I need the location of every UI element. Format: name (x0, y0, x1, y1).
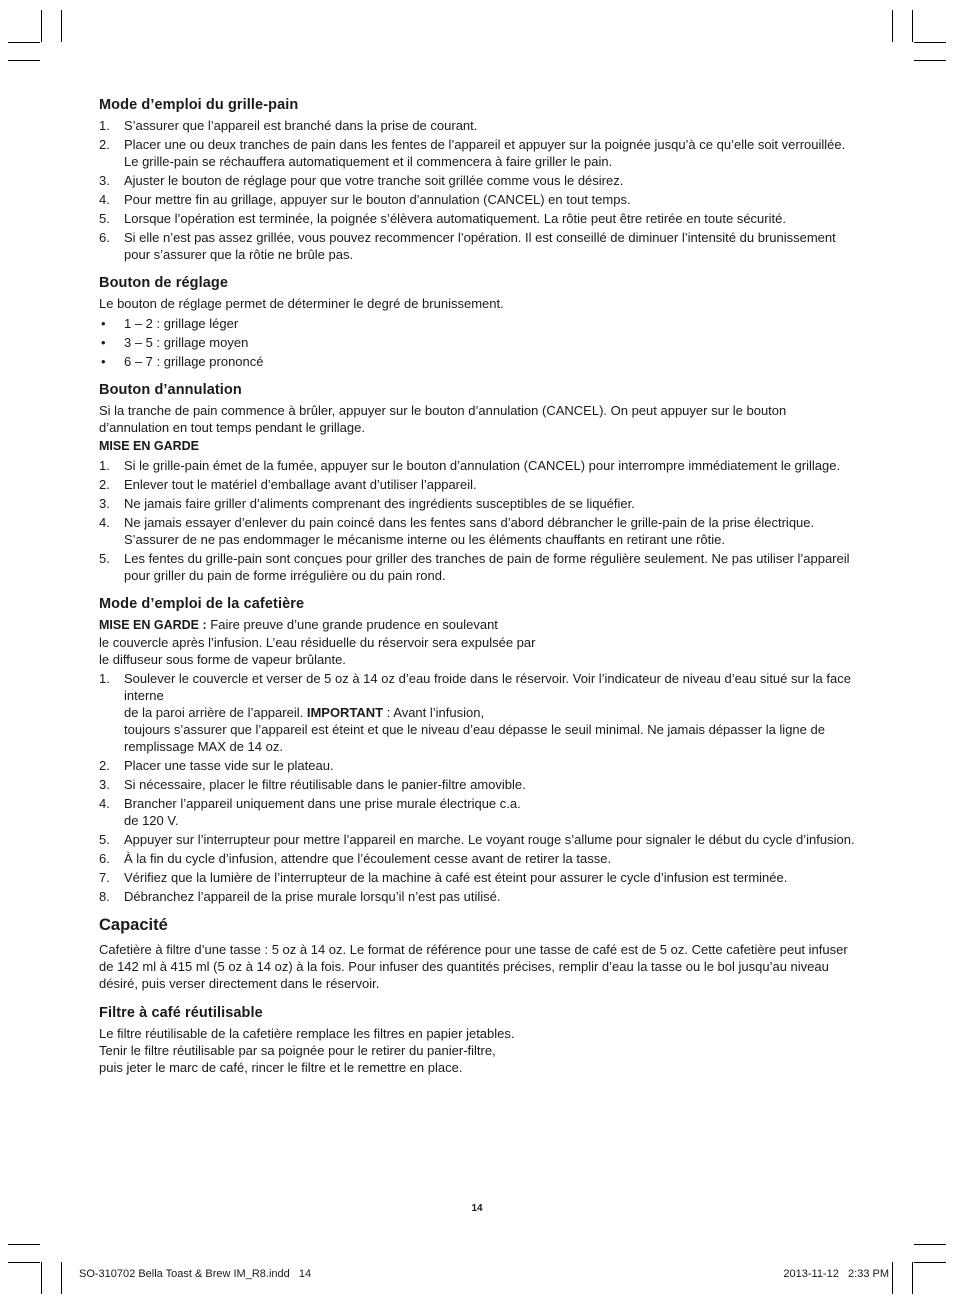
list-number: 1. (99, 671, 110, 686)
cancel-button-intro: Si la tranche de pain commence à brûler, appuyer sur le bouton d’annulation (CANCEL). On peut appuyer sur le bouton d’annulation en tout temps pendant le grillage. (99, 403, 787, 435)
list-item-text: Placer une ou deux tranches de pain dans les fentes de l’appareil et appuyer sur la poignée jusqu’à ce qu’elle soit verrouillée. Le grille-pain se réchauffera automatiquement et il commencera à faire griller le pain. (124, 137, 846, 169)
section-title-capacity: Capacité (99, 916, 168, 934)
section-title-coffee-use: Mode d’emploi de la cafetière (99, 596, 305, 612)
list-item-text: Placer une tasse vide sur le plateau. (124, 758, 334, 773)
list-item (99, 888, 857, 905)
list-number: 5. (99, 551, 110, 566)
list-number: 5. (99, 832, 110, 847)
list-item-text: Si nécessaire, placer le filtre réutilisable dans le panier-filtre amovible. (124, 777, 526, 792)
list-item-text: de la paroi arrière de l’appareil. (124, 705, 307, 720)
list-item (99, 457, 857, 474)
filter-line: Tenir le filtre réutilisable par sa poignée pour le retirer du panier-filtre, (99, 1043, 496, 1058)
list-item (99, 334, 857, 351)
list-item-text: toujours s’assurer que l’appareil est éteint et que le niveau d’eau dépasse le seuil minimal. Ne jamais dépasser la ligne de remplissage MAX de 14 oz. (124, 722, 825, 754)
list-item (99, 476, 857, 493)
page-content (99, 96, 857, 1078)
coffee-warning (99, 616, 857, 668)
list-item (99, 191, 857, 208)
list-item-text: Si le grille-pain émet de la fumée, appuyer sur le bouton d’annulation (CANCEL) pour interrompre immédiatement le grillage. (124, 458, 841, 473)
list-item (99, 869, 857, 886)
list-item (99, 757, 857, 774)
list-item-text: 1 – 2 : grillage léger (124, 316, 239, 331)
list-item (99, 831, 857, 848)
list-number: 3. (99, 496, 110, 511)
list-item-text: Ne jamais essayer d’enlever du pain coincé dans les fentes sans d’abord débrancher le grille-pain de la prise électrique. S’assurer de ne pas endommager le mécanisme interne ou les éléments chauffants en retirant une rôtie. (124, 515, 815, 547)
list-item (99, 776, 857, 793)
warning-label: MISE EN GARDE : (99, 618, 207, 632)
list-item (99, 315, 857, 332)
warning-label: MISE EN GARDE (99, 439, 200, 453)
list-item (99, 353, 857, 370)
warning-text: le couvercle après l’infusion. L’eau résiduelle du réservoir sera expulsée par (99, 635, 536, 650)
section-title-adjust-knob: Bouton de réglage (99, 275, 228, 291)
crop-mark (41, 10, 42, 42)
list-item (99, 670, 857, 755)
list-item (99, 136, 857, 170)
list-item-text: Les fentes du grille-pain sont conçues pour griller des tranches de pain de forme régulière seulement. Ne pas utiliser l’appareil pour griller du pain de forme irrégulière ou du pain rond. (124, 551, 850, 583)
list-item-text: Ajuster le bouton de réglage pour que votre tranche soit grillée comme vous le désirez. (124, 173, 624, 188)
list-item-text: Vérifiez que la lumière de l’interrupteur de la machine à café est éteint pour assurer le cycle d’infusion est terminée. (124, 870, 788, 885)
list-item-text: de 120 V. (124, 813, 179, 828)
list-item (99, 117, 857, 134)
list-item-text: Ne jamais faire griller d’aliments comprenant des ingrédients susceptibles de se liquéfier. (124, 496, 635, 511)
filter-line: puis jeter le marc de café, rincer le filtre et le remettre en place. (99, 1060, 463, 1075)
footer-timestamp: 2013-11-12 2:33 PM (783, 1268, 889, 1280)
crop-mark (914, 1262, 946, 1263)
crop-mark (914, 42, 946, 43)
crop-mark (892, 1262, 893, 1294)
crop-mark (8, 1262, 40, 1263)
bullet-mark: • (101, 316, 106, 331)
list-item (99, 210, 857, 227)
list-number: 2. (99, 477, 110, 492)
browning-levels-list (99, 315, 857, 370)
list-item (99, 550, 857, 584)
section-title-cancel-button: Bouton d’annulation (99, 382, 242, 398)
filter-text (99, 1025, 857, 1076)
list-item-text: Débranchez l’appareil de la prise murale lorsqu’il n’est pas utilisé. (124, 889, 501, 904)
warning-text: le diffuseur sous forme de vapeur brûlante. (99, 652, 346, 667)
crop-mark (912, 10, 913, 42)
list-item (99, 795, 857, 829)
filter-line: Le filtre réutilisable de la cafetière remplace les filtres en papier jetables. (99, 1026, 515, 1041)
capacity-text: Cafetière à filtre d’une tasse : 5 oz à 14 oz. Le format de référence pour une tasse de café est de 5 oz. Cette cafetière peut infuser de 142 ml à 415 ml (5 oz à 14 oz) à la fois. Pour infuser des quantités précises, remplir d’eau la tasse ou le bol jusqu’au niveau désiré, puis verser directement dans le réservoir. (99, 942, 848, 991)
list-item-text: Lorsque l’opération est terminée, la poignée s’élèvera automatiquement. La rôtie peut être retirée en toute sécurité. (124, 211, 786, 226)
footer-file-name: SO-310702 Bella Toast & Brew IM_R8.indd 14 (79, 1268, 312, 1280)
list-item-text: Si elle n’est pas assez grillée, vous pouvez recommencer l’opération. Il est conseillé de diminuer l’intensité du brunissement pour s’assurer que la rôtie ne brûle pas. (124, 230, 836, 262)
crop-mark (61, 10, 62, 42)
crop-mark (8, 1244, 40, 1245)
crop-mark (892, 10, 893, 42)
crop-mark (912, 1262, 913, 1294)
adjust-knob-intro: Le bouton de réglage permet de déterminer le degré de brunissement. (99, 296, 504, 311)
list-item-text: Brancher l’appareil uniquement dans une prise murale électrique c.a. (124, 796, 521, 811)
crop-mark (41, 1262, 42, 1294)
list-item (99, 229, 857, 263)
list-number: 2. (99, 137, 110, 152)
list-number: 4. (99, 515, 110, 530)
list-number: 6. (99, 851, 110, 866)
section-title-toaster-use: Mode d’emploi du grille-pain (99, 97, 299, 113)
list-number: 3. (99, 173, 110, 188)
list-item-text: Appuyer sur l’interrupteur pour mettre l’appareil en marche. Le voyant rouge s’allume pour signaler le début du cycle d’infusion. (124, 832, 855, 847)
list-item-text: 3 – 5 : grillage moyen (124, 335, 249, 350)
list-item (99, 850, 857, 867)
list-number: 8. (99, 889, 110, 904)
list-item-text: S’assurer que l’appareil est branché dans la prise de courant. (124, 118, 478, 133)
list-item (99, 514, 857, 548)
crop-mark (8, 60, 40, 61)
list-number: 1. (99, 458, 110, 473)
coffee-use-list (99, 670, 857, 905)
list-number: 5. (99, 211, 110, 226)
bullet-mark: • (101, 335, 106, 350)
list-item-text: Enlever tout le matériel d’emballage avant d’utiliser l’appareil. (124, 477, 477, 492)
bullet-mark: • (101, 354, 106, 369)
list-item-text: : Avant l’infusion, (383, 705, 485, 720)
important-label: IMPORTANT (306, 705, 384, 720)
list-number: 2. (99, 758, 110, 773)
list-number: 7. (99, 870, 110, 885)
warning-text: Faire preuve d’une grande prudence en soulevant (206, 617, 498, 632)
crop-mark (914, 1244, 946, 1245)
list-item (99, 495, 857, 512)
toaster-use-list (99, 117, 857, 263)
list-item-text: 6 – 7 : grillage prononcé (124, 354, 264, 369)
crop-mark (8, 42, 40, 43)
warnings-list (99, 457, 857, 584)
crop-mark (61, 1262, 62, 1294)
page-number: 14 (471, 1203, 483, 1214)
list-item (99, 172, 857, 189)
list-number: 6. (99, 230, 110, 245)
list-item-text: À la fin du cycle d’infusion, attendre que l’écoulement cesse avant de retirer la tasse. (124, 851, 612, 866)
list-number: 4. (99, 192, 110, 207)
list-number: 4. (99, 796, 110, 811)
list-number: 1. (99, 118, 110, 133)
section-title-reusable-filter: Filtre à café réutilisable (99, 1005, 263, 1021)
crop-mark (914, 60, 946, 61)
list-item-text: Soulever le couvercle et verser de 5 oz à 14 oz d’eau froide dans le réservoir. Voir l’indicateur de niveau d’eau situé sur la face interne (124, 671, 851, 703)
list-item-text: Pour mettre fin au grillage, appuyer sur le bouton d’annulation (CANCEL) en tout temps. (124, 192, 631, 207)
list-number: 3. (99, 777, 110, 792)
